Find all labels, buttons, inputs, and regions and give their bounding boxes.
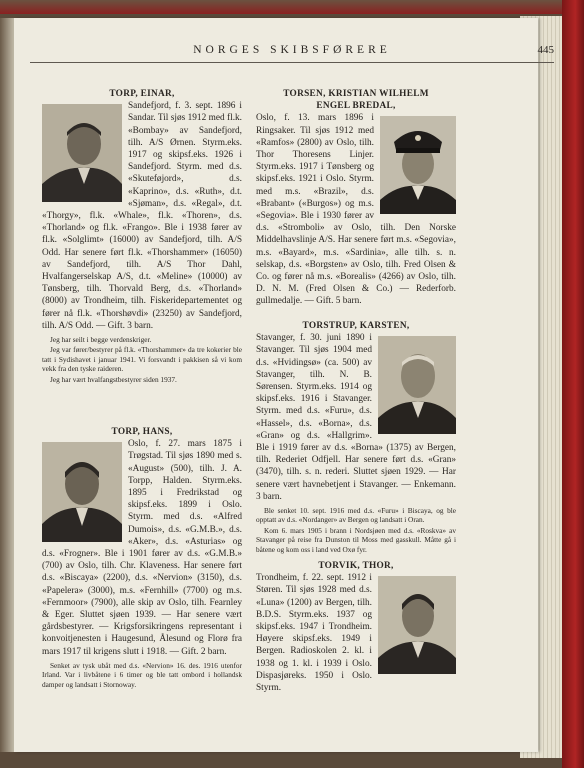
header-rule [30, 62, 554, 63]
entry-bio-torsen: Oslo, f. 13. mars 1896 i Ringsaker. Til sjøs 1912 med «Ramfos» (2800) av Oslo, tilh. Thor Thoresens Linjer. Styrm.eks. 1917 i Tønsberg og skipsf.eks. 1921 i Oslo. Styrm. med m.s. «Brazil», d.s. «Brabant» («Burgos») og m.s. «Segovia». Ble i 1930 fører av d.s. «Stromboli» av Oslo, tilh. Den Norske Middelhavslinje A/S. Har senere ført m.s. «Segovia», m.s. «Bayard», m.s. «Sardinia», alle tilh. s. n. selskap, d.s. «Borgsten» av Oslo, tilh. Fred Olsen & Co. og fører nå m.s. «Borealis» (4266) av Oslo, tilh. D. N. M. (Fred Olsen & Co.) — Rederforb. gullmedalje. — Gift. 5 barn. [256, 113, 456, 307]
entry-bio-torstrup: Stavanger, f. 30. juni 1890 i Stavanger. Til sjøs 1904 med d.s. «Hvidingsø» (ca. 500) av Stavanger, tilh. N. B. Sørensen. Styrm.eks. 1914 og skipsf.eks. 1916 i Stavanger. Styrm. med d.s. «Furu», d.s. «Hassel», d.s. «Borna», d.s. «Gran» og d.s. «Hallgrim». Ble i 1919 fører av d.s. «Borna» (1375) av Bergen, tilh. Rederiet Odfjell. Har senere ført d.s. «Gran» (3470), tilh. s. n. rederi. Sluttet sjøen 1929. — Har senere vært havnebetjent i Stavanger. — Enkemann. 3 barn. [256, 333, 456, 502]
portrait-image [380, 116, 456, 214]
book-binding-top [0, 0, 584, 14]
entry-note: Jeg var fører/bestyrer på fl.k. «Thorshammer» da tre kokerier ble tatt i Sydishavet i januar 1941. Vi forsvandt i pakkisen så vi kom vekk fra den tyske raideren. [42, 345, 242, 374]
portrait-image [378, 336, 456, 434]
left-column-lower [42, 426, 242, 689]
page-header [30, 44, 554, 66]
portrait-photo-torp-hans [42, 442, 122, 542]
portrait-photo-torstrup [378, 336, 456, 434]
page-number: 445 [537, 44, 554, 56]
entry-bio-torp-einar: Sandefjord, f. 3. sept. 1896 i Sandar. Til sjøs 1912 med fl.k. «Bombay» av Sandefjord, tilh. A/S Ørnen. Styrm.eks. 1917 og skipsf.eks. 1926 i Sandefjord. Styrm. med d.s. «Skuteføjord», d.s. «Kaprino», d.s. «Ruth», d.t. «Sjøman», d.s. «Regal», d.t. «Thorgy», fl.k. «Whale», fl.k. «Thoren», d.s. «Thorland» og fl.k. «Frango». Ble i 1938 fører av fl.k. «Solglimt» (16000) av Sandefjord, tilh. A/S Odd. Har senere ført fl.k. «Thorshammer» (16050) av Sandefjord, tilh. A/S Thor Dahl, Hvalfangerselskap A/S, d.t. «Meline» (10000) av Tønsberg, tilh. Thorvald Berg, d.s. «Thorland» (8000) av Trondheim, tilh. Fiskeridepartementet og fører nå fl.k. «Thorshøvdi» (23250) av Sandefjord, tilh. A/S Odd. — Gift. 3 barn. [42, 101, 242, 331]
book-binding-spine [562, 0, 584, 768]
portrait-photo-torsen [380, 116, 456, 214]
entry-heading-torp-einar: TORP, EINAR, [109, 89, 175, 99]
entry-heading-torsen-line1: TORSEN, KRISTIAN WILHELM [283, 89, 429, 99]
running-title: NORGES SKIBSFØRERE [193, 44, 391, 56]
entry-bio-torp-hans: Oslo, f. 27. mars 1875 i Trøgstad. Til sjøs 1890 med s. «August» (500), tilh. J. A. Torpp, Halden. Styrm.eks. 1895 i Fredrikstad og skipsf.eks. 1899 i Oslo. Styrm. med d.s. «Alfred Dumois», d.s. «G.M.B.», d.s. «Aker», d.s. «Asturias» og d.s. «Frogner». Ble i 1901 fører av d.s. «G.M.B.» (700) av Oslo, tilh. Chr. Klaveness. Har senere ført d.s. «Biscaya» (2200), d.s. «Nervion» (3150), d.s. «Papelera» (3000), m.s. «Fernhill» (7700) og m.s. «Fernmoor» (7900), alle skip av Oslo, tilh. Fearnley & Eger. Sluttet sjøen 1939. — Har senere vært gårdsbestyrer. — Krigsforsikringens representant i konvoitjenesten i Haugesund, Ålesund og Florø fra mars 1917 til krigens slutt i 1918. — Gift. 2 barn. [42, 439, 242, 657]
portrait-image [378, 576, 456, 674]
entry-heading-torvik: TORVIK, THOR, [318, 561, 394, 571]
portrait-image [42, 442, 122, 542]
entry-note: Senket av tysk ubåt med d.s. «Nervion» 16. des. 1916 utenfor Irland. Var i livbåtene i 6 timer og ble tatt ombord i hollandsk damper og landsatt i Stornoway. [42, 660, 242, 689]
portrait-photo-torvik [378, 576, 456, 674]
entry-heading-torstrup: TORSTRUP, KARSTEN, [302, 321, 410, 331]
portrait-photo-torp-einar [42, 104, 122, 202]
right-column-lower [256, 560, 456, 694]
left-column [42, 88, 242, 384]
entry-note: Jeg har seilt i begge verdenskriger. [50, 335, 152, 345]
entry-bio-torvik: Trondheim, f. 22. sept. 1912 i Støren. Til sjøs 1928 med d.s. «Luna» (1200) av Bergen, tilh. B.D.S. Styrm.eks. 1937 og skipsf.eks. 1947 i Trondheim. Høyere skipsf.eks. 1949 i Bergen. Radioskolen 2. kl. i 1938 og 1. kl. i 1939 i Oslo. Dispasjøreks. 1950 i Oslo. Styrm. [256, 573, 372, 694]
portrait-image [42, 104, 122, 202]
entry-note: Jeg har vært hvalfangstbestyrer siden 1937. [50, 374, 177, 384]
entry-note: Ble senket 10. sept. 1916 med d.s. «Furu» i Biscaya, og ble opptatt av d.s. «Nordanger» av Bergen og landsatt i Oran. [256, 506, 456, 525]
entry-heading-torp-hans: TORP, HANS, [111, 427, 173, 437]
entry-note: Kom 6. mars 1905 i brann i Nordsjøen med d.s. «Roskva» av Stavanger på reise fra Dunston til Moss med gasskull. Måtte gå i båtene og kom oss i land ved Oxø fyr. [256, 525, 456, 554]
right-column [256, 88, 456, 308]
entry-heading-torsen-line2: ENGEL BREDAL, [316, 101, 396, 112]
right-column-middle [256, 320, 456, 554]
